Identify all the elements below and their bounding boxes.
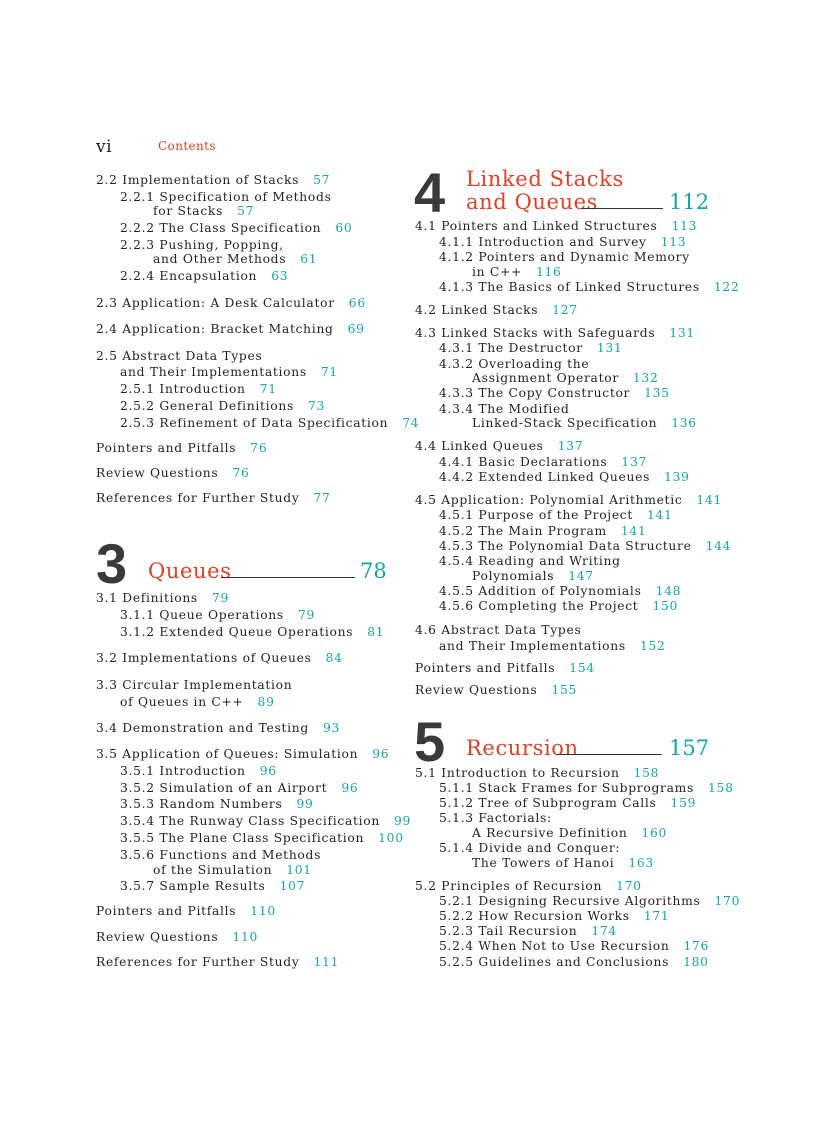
toc-entry-title: 3.5.4 The Runway Class Specification	[120, 814, 381, 828]
toc-entry-page: 96	[259, 764, 277, 778]
toc-entry	[120, 608, 315, 622]
toc-entry	[120, 238, 284, 252]
toc-entry-page: 77	[313, 491, 331, 505]
toc-entry	[415, 326, 695, 340]
toc-entry-page: 71	[259, 382, 277, 396]
toc-entry-page: 79	[297, 608, 315, 622]
toc-entry-page: 76	[250, 441, 268, 455]
toc-entry	[120, 269, 288, 283]
toc-entry	[415, 439, 583, 453]
toc-entry-page: 147	[568, 569, 594, 583]
toc-entry-title: 4.5.2 The Main Program	[439, 524, 607, 538]
toc-entry-page: 63	[271, 269, 289, 283]
toc-entry-title: 5.2.2 How Recursion Works	[439, 909, 630, 923]
toc-entry	[439, 939, 709, 953]
toc-entry-page: 107	[279, 879, 306, 893]
toc-entry-page: 144	[705, 539, 732, 553]
toc-entry-page: 159	[670, 796, 697, 810]
toc-entry-page: 155	[551, 683, 578, 697]
toc-entry-page: 158	[633, 766, 660, 780]
toc-entry	[120, 416, 419, 430]
toc-entry	[120, 764, 277, 778]
toc-entry-title: Pointers and Pitfalls	[96, 441, 237, 455]
toc-entry	[439, 599, 678, 613]
toc-entry	[415, 219, 697, 233]
toc-entry-page: 113	[671, 219, 698, 233]
toc-entry	[439, 841, 620, 855]
toc-entry-page: 141	[696, 493, 722, 507]
toc-entry-title: 5.1.1 Stack Frames for Subprograms	[439, 781, 695, 795]
chapter-4-title-line1: Linked Stacks	[466, 167, 624, 191]
toc-entry-title: 4.2 Linked Stacks	[415, 303, 539, 317]
toc-entry-title: 4.5.4 Reading and Writing	[439, 554, 621, 568]
toc-entry	[439, 508, 673, 522]
toc-entry	[120, 797, 314, 811]
toc-entry-page: 122	[713, 280, 740, 294]
toc-entry-title: 5.2.1 Designing Recursive Algorithms	[439, 894, 701, 908]
toc-entry-title: 5.2.5 Guidelines and Conclusions	[439, 955, 670, 969]
toc-entry	[415, 766, 659, 780]
toc-entry-title: 2.2.3 Pushing, Popping,	[120, 238, 284, 252]
toc-entry-title: and Their Implementations	[439, 639, 626, 653]
toc-entry	[96, 173, 330, 187]
toc-entry	[439, 341, 622, 355]
toc-entry-title: 3.5.1 Introduction	[120, 764, 246, 778]
toc-entry	[96, 955, 339, 969]
toc-entry-title: and Other Methods	[153, 252, 287, 266]
toc-entry-page: 93	[323, 721, 341, 735]
chapter-4-number: 4	[414, 161, 446, 224]
toc-entry	[415, 661, 595, 675]
toc-entry-page: 171	[643, 909, 670, 923]
toc-entry	[472, 265, 562, 279]
toc-entry-title: 2.4 Application: Bracket Matching	[96, 322, 334, 336]
toc-entry-page: 111	[313, 955, 340, 969]
toc-entry	[472, 371, 658, 385]
toc-entry	[120, 365, 338, 379]
toc-entry-page: 158	[708, 781, 734, 795]
toc-entry-page: 131	[596, 341, 623, 355]
toc-entry-page: 76	[232, 466, 250, 480]
toc-entry-page: 116	[535, 265, 562, 279]
toc-entry-page: 174	[591, 924, 617, 938]
toc-entry	[96, 491, 331, 505]
toc-entry	[96, 678, 292, 692]
toc-entry-page: 141	[647, 508, 673, 522]
toc-entry-page: 160	[641, 826, 668, 840]
toc-entry	[96, 930, 258, 944]
toc-entry-title: 4.4.1 Basic Declarations	[439, 455, 608, 469]
toc-entry	[120, 399, 325, 413]
toc-entry-title: 4.4 Linked Queues	[415, 439, 544, 453]
toc-entry	[153, 863, 312, 877]
toc-entry-title: 4.5 Application: Polynomial Arithmetic	[415, 493, 683, 507]
toc-entry	[120, 221, 352, 235]
toc-entry-page: 81	[367, 625, 385, 639]
toc-entry-page: 101	[286, 863, 312, 877]
toc-entry-title: 3.1.1 Queue Operations	[120, 608, 284, 622]
toc-entry-title: References for Further Study	[96, 955, 300, 969]
chapter-4-page: 112	[669, 190, 710, 214]
toc-entry	[439, 539, 731, 553]
toc-entry	[415, 879, 642, 893]
toc-entry-title: 2.5 Abstract Data Types	[96, 349, 263, 363]
toc-entry	[96, 591, 229, 605]
toc-entry-page: 137	[557, 439, 584, 453]
toc-entry-title: The Towers of Hanoi	[472, 856, 615, 870]
toc-entry	[439, 386, 670, 400]
toc-entry	[439, 924, 617, 938]
toc-entry	[439, 524, 646, 538]
toc-entry-title: 5.1.3 Factorials:	[439, 811, 552, 825]
toc-entry-title: 4.3 Linked Stacks with Safeguards	[415, 326, 656, 340]
toc-entry-title: 3.5.7 Sample Results	[120, 879, 266, 893]
chapter-5-page: 157	[669, 736, 710, 760]
toc-entry	[120, 879, 305, 893]
toc-entry-page: 99	[296, 797, 314, 811]
toc-entry	[439, 250, 690, 264]
toc-entry	[472, 826, 667, 840]
toc-entry-title: 3.5.5 The Plane Class Specification	[120, 831, 365, 845]
toc-entry-title: A Recursive Definition	[472, 826, 628, 840]
toc-entry	[153, 252, 317, 266]
toc-entry	[120, 814, 411, 828]
toc-entry	[439, 811, 552, 825]
toc-entry-title: Review Questions	[96, 466, 219, 480]
toc-entry-title: 2.2.2 The Class Specification	[120, 221, 322, 235]
toc-entry-page: 154	[569, 661, 595, 675]
toc-entry-title: Polynomials	[472, 569, 555, 583]
chapter-3-page: 78	[360, 559, 387, 583]
toc-entry-title: 4.3.1 The Destructor	[439, 341, 583, 355]
toc-entry-title: 5.1.2 Tree of Subprogram Calls	[439, 796, 657, 810]
toc-entry-page: 170	[616, 879, 642, 893]
toc-entry-title: Linked-Stack Specification	[472, 416, 658, 430]
toc-entry	[96, 296, 366, 310]
toc-entry-page: 180	[683, 955, 709, 969]
toc-entry-title: 4.5.3 The Polynomial Data Structure	[439, 539, 692, 553]
toc-entry-title: 4.3.4 The Modified	[439, 402, 570, 416]
toc-entry-title: 3.5 Application of Queues: Simulation	[96, 747, 359, 761]
toc-entry	[96, 441, 267, 455]
toc-entry-page: 148	[655, 584, 682, 598]
toc-entry-title: 5.1 Introduction to Recursion	[415, 766, 620, 780]
toc-entry-title: 3.4 Demonstration and Testing	[96, 721, 309, 735]
toc-entry	[439, 909, 669, 923]
toc-entry-page: 131	[669, 326, 695, 340]
toc-entry-title: and Their Implementations	[120, 365, 307, 379]
toc-entry-page: 152	[639, 639, 666, 653]
toc-entry-title: 5.1.4 Divide and Conquer:	[439, 841, 621, 855]
toc-entry-title: 3.5.3 Random Numbers	[120, 797, 283, 811]
toc-entry-page: 110	[232, 930, 259, 944]
toc-entry-title: 4.1 Pointers and Linked Structures	[415, 219, 658, 233]
toc-entry-page: 99	[394, 814, 412, 828]
toc-entry-title: Assignment Operator	[472, 371, 619, 385]
chapter-5-rule	[557, 754, 662, 755]
page-number: vi	[96, 137, 113, 157]
toc-entry	[439, 357, 589, 371]
toc-entry-title: 4.4.2 Extended Linked Queues	[439, 470, 651, 484]
toc-entry-page: 60	[335, 221, 353, 235]
toc-entry-title: 5.2.4 When Not to Use Recursion	[439, 939, 670, 953]
chapter-4-rule	[581, 208, 663, 209]
toc-entry	[439, 554, 621, 568]
toc-entry-title: 2.5.3 Refinement of Data Specification	[120, 416, 389, 430]
chapter-5-title: Recursion	[466, 736, 579, 760]
toc-entry-title: 4.5.6 Completing the Project	[439, 599, 639, 613]
toc-entry	[415, 303, 578, 317]
toc-entry-title: Review Questions	[415, 683, 538, 697]
toc-entry-page: 150	[652, 599, 679, 613]
toc-entry-title: 2.2 Implementation of Stacks	[96, 173, 300, 187]
toc-entry-page: 141	[620, 524, 647, 538]
toc-entry-title: 3.5.6 Functions and Methods	[120, 848, 322, 862]
toc-entry	[439, 955, 709, 969]
toc-entry	[439, 455, 647, 469]
toc-entry-page: 66	[348, 296, 366, 310]
toc-entry-page: 110	[250, 904, 276, 918]
toc-entry-title: of the Simulation	[153, 863, 273, 877]
toc-entry-title: 5.2 Principles of Recursion	[415, 879, 603, 893]
toc-entry-page: 57	[237, 204, 255, 218]
toc-entry-title: Pointers and Pitfalls	[96, 904, 237, 918]
toc-entry	[439, 639, 665, 653]
toc-entry-title: 2.5.2 General Definitions	[120, 399, 295, 413]
toc-entry-title: 3.2 Implementations of Queues	[96, 651, 312, 665]
toc-entry-page: 79	[211, 591, 230, 605]
toc-entry-title: 4.6 Abstract Data Types	[415, 623, 582, 637]
toc-entry-page: 74	[402, 416, 420, 430]
toc-entry-title: 4.1.2 Pointers and Dynamic Memory	[439, 250, 690, 264]
toc-entry-title: Pointers and Pitfalls	[415, 661, 556, 675]
toc-entry	[439, 280, 739, 294]
toc-entry	[415, 493, 722, 507]
toc-entry-page: 139	[664, 470, 690, 484]
toc-entry-page: 89	[257, 695, 275, 709]
chapter-3-number: 3	[96, 532, 128, 595]
toc-entry-page: 170	[714, 894, 741, 908]
toc-entry-title: for Stacks	[153, 204, 224, 218]
toc-entry	[439, 894, 740, 908]
toc-entry	[120, 781, 358, 795]
toc-entry-page: 136	[671, 416, 697, 430]
toc-entry-page: 96	[372, 747, 390, 761]
toc-entry	[415, 623, 582, 637]
toc-entry-title: Review Questions	[96, 930, 219, 944]
toc-entry	[439, 584, 681, 598]
toc-entry-page: 176	[683, 939, 710, 953]
toc-entry-page: 135	[644, 386, 670, 400]
toc-entry	[472, 416, 697, 430]
toc-entry	[439, 470, 690, 484]
toc-entry	[96, 466, 250, 480]
toc-entry-page: 73	[308, 399, 326, 413]
toc-entry	[439, 781, 734, 795]
toc-entry	[415, 683, 577, 697]
toc-entry-page: 113	[660, 235, 687, 249]
toc-entry-page: 69	[347, 322, 365, 336]
toc-entry-page: 84	[325, 651, 343, 665]
toc-entry	[120, 190, 332, 204]
toc-entry-page: 137	[621, 455, 647, 469]
toc-entry	[96, 651, 343, 665]
toc-entry-title: References for Further Study	[96, 491, 300, 505]
toc-entry-title: 4.5.1 Purpose of the Project	[439, 508, 634, 522]
toc-entry	[96, 747, 389, 761]
toc-entry-title: 4.3.2 Overloading the	[439, 357, 590, 371]
toc-entry-page: 127	[552, 303, 578, 317]
chapter-4-title-line2: and Queues	[466, 190, 599, 214]
toc-entry	[96, 322, 365, 336]
toc-entry-title: 4.5.5 Addition of Polynomials	[439, 584, 642, 598]
toc-entry-title: 2.3 Application: A Desk Calculator	[96, 296, 335, 310]
toc-entry-title: 4.3.3 The Copy Constructor	[439, 386, 631, 400]
toc-entry	[439, 235, 686, 249]
toc-entry-title: 2.5.1 Introduction	[120, 382, 246, 396]
toc-entry-title: 3.1.2 Extended Queue Operations	[120, 625, 354, 639]
chapter-3-title: Queues	[148, 559, 232, 583]
toc-entry	[96, 349, 263, 363]
toc-entry	[96, 904, 276, 918]
toc-entry-page: 163	[628, 856, 654, 870]
toc-entry-title: 3.3 Circular Implementation	[96, 678, 293, 692]
toc-entry-page: 100	[378, 831, 404, 845]
toc-entry	[120, 382, 277, 396]
toc-entry-title: in C++	[472, 265, 522, 279]
toc-entry	[120, 848, 321, 862]
toc-entry	[120, 831, 404, 845]
chapter-5-number: 5	[414, 710, 446, 773]
toc-entry	[439, 796, 696, 810]
toc-entry-page: 57	[313, 173, 331, 187]
toc-entry-title: 4.1.1 Introduction and Survey	[439, 235, 647, 249]
toc-entry	[439, 402, 570, 416]
toc-entry	[96, 721, 340, 735]
toc-entry-page: 71	[320, 365, 338, 379]
toc-entry-title: 4.1.3 The Basics of Linked Structures	[439, 280, 700, 294]
toc-entry	[153, 204, 254, 218]
toc-entry-page: 96	[341, 781, 359, 795]
toc-entry-title: 2.2.1 Specification of Methods	[120, 190, 332, 204]
toc-entry-page: 132	[632, 371, 659, 385]
toc-entry-title: 2.2.4 Encapsulation	[120, 269, 258, 283]
toc-entry	[120, 695, 275, 709]
running-title: Contents	[158, 139, 216, 153]
toc-entry	[120, 625, 384, 639]
toc-entry-title: 5.2.3 Tail Recursion	[439, 924, 578, 938]
toc-entry	[472, 856, 654, 870]
toc-entry	[472, 569, 594, 583]
toc-entry-title: of Queues in C++	[120, 695, 244, 709]
toc-entry-title: 3.1 Definitions	[96, 591, 198, 605]
chapter-3-rule	[221, 577, 355, 578]
toc-entry-title: 3.5.2 Simulation of an Airport	[120, 781, 328, 795]
toc-entry-page: 61	[300, 252, 318, 266]
